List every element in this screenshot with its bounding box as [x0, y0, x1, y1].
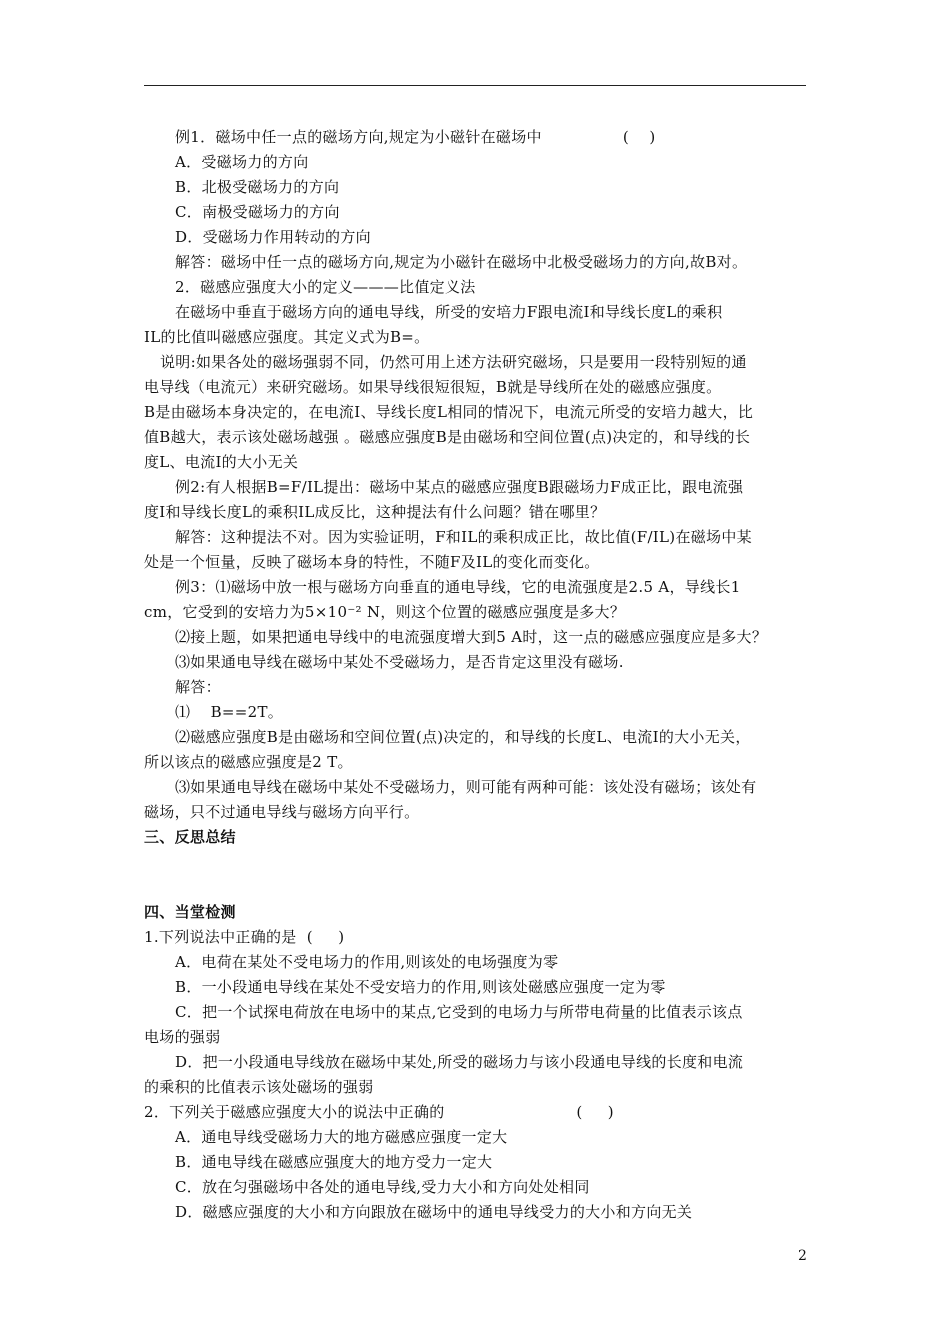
example-2-question: 例2:有人根据B=F/IL提出：磁场中某点的磁感应强度B跟磁场力F成正比，跟电流强 — [175, 478, 744, 496]
q2-option-b: B．通电导线在磁感应强度大的地方受力一定大 — [175, 1153, 493, 1171]
option-d: D．受磁场力作用转动的方向 — [175, 228, 371, 246]
q1-option-d: 的乘积的比值表示该处磁场的强弱 — [144, 1078, 374, 1096]
page-number: 2 — [798, 1248, 807, 1264]
q1-option-d: D．把一小段通电导线放在磁场中某处,所受的磁场力与该小段通电导线的长度和电流 — [175, 1053, 744, 1071]
example-3-answer-label: 解答： — [175, 678, 221, 696]
section-heading: 2．磁感应强度大小的定义———比值定义法 — [175, 278, 476, 296]
question-1: 1.下列说法中正确的是 ( ) — [144, 928, 345, 946]
question-2: 2．下列关于磁感应强度大小的说法中正确的 ( ) — [144, 1103, 614, 1121]
example-1-question: 例1．磁场中任一点的磁场方向,规定为小磁针在磁场中 ( ) — [175, 128, 656, 146]
q1-option-a: A．电荷在某处不受电场力的作用,则该处的电场强度为零 — [175, 953, 559, 971]
paragraph-line: 度L、电流I的大小无关 — [144, 453, 299, 471]
option-a: A．受磁场力的方向 — [175, 153, 309, 171]
q1-option-c: 电场的强弱 — [144, 1028, 221, 1046]
option-b: B．北极受磁场力的方向 — [175, 178, 340, 196]
example-2-answer: 处是一个恒量，反映了磁场本身的特性，不随F及IL的变化而变化。 — [144, 553, 600, 571]
option-c: C．南极受磁场力的方向 — [175, 203, 340, 221]
paragraph-line: 电导线（电流元）来研究磁场。如果导线很短很短，B就是导线所在处的磁感应强度。 — [144, 378, 722, 396]
q1-option-b: B．一小段通电导线在某处不受安培力的作用,则该处磁感应强度一定为零 — [175, 978, 666, 996]
paragraph-line: B是由磁场本身决定的，在电流I、导线长度L相同的情况下，电流元所受的安培力越大，比 — [144, 403, 754, 421]
example-3-answer: ⑴ B==2T。 — [175, 703, 284, 721]
example-3-question: cm，它受到的安培力为5×10⁻² N，则这个位置的磁感应强度是多大？ — [144, 603, 626, 621]
example-3-question: ⑵接上题，如果把通电导线中的电流强度增大到5 A时，这一点的磁感应强度应是多大？ — [175, 628, 768, 646]
paragraph-line: 在磁场中垂直于磁场方向的通电导线，所受的安培力F跟电流I和导线长度L的乘积 — [175, 303, 723, 321]
section-4-title: 四、当堂检测 — [144, 903, 236, 921]
paragraph-line: 值B越大，表示该处磁场越强 。磁感应强度B是由磁场和空间位置(点)决定的，和导线的长 — [144, 428, 751, 446]
example-3-question: ⑶如果通电导线在磁场中某处不受磁场力，是否肯定这里没有磁场. — [175, 653, 624, 671]
section-3-title: 三、反思总结 — [144, 828, 236, 846]
example-3-answer: ⑶如果通电导线在磁场中某处不受磁场力，则可能有两种可能：该处没有磁场；该处有 — [175, 778, 757, 796]
q2-option-d: D．磁感应强度的大小和方向跟放在磁场中的通电导线受力的大小和方向无关 — [175, 1203, 693, 1221]
example-1-answer: 解答：磁场中任一点的磁场方向,规定为小磁针在磁场中北极受磁场力的方向,故B对。 — [175, 253, 748, 271]
example-3-answer: ⑵磁感应强度B是由磁场和空间位置(点)决定的，和导线的长度L、电流I的大小无关， — [175, 728, 751, 746]
example-3-answer: 磁场，只不过通电导线与磁场方向平行。 — [144, 803, 420, 821]
q2-option-a: A．通电导线受磁场力大的地方磁感应强度一定大 — [175, 1128, 508, 1146]
paragraph-line: IL的比值叫磁感应强度。其定义式为B=。 — [144, 328, 430, 346]
q1-option-c: C．把一个试探电荷放在电场中的某点,它受到的电场力与所带电荷量的比值表示该点 — [175, 1003, 743, 1021]
example-3-answer: 所以该点的磁感应强度是2 T。 — [144, 753, 353, 771]
example-2-answer: 解答：这种提法不对。因为实验证明，F和IL的乘积成正比，故比值(F/IL)在磁场中某 — [175, 528, 752, 546]
example-2-question: 度I和导线长度L的乘积IL成反比，这种提法有什么问题？错在哪里？ — [144, 503, 606, 521]
q2-option-c: C．放在匀强磁场中各处的通电导线,受力大小和方向处处相同 — [175, 1178, 590, 1196]
paragraph-line: 说明:如果各处的磁场强弱不同，仍然可用上述方法研究磁场，只是要用一段特别短的通 — [160, 353, 747, 371]
example-3-question: 例3：⑴磁场中放一根与磁场方向垂直的通电导线，它的电流强度是2.5 A，导线长1 — [175, 578, 741, 596]
header-rule — [144, 85, 806, 86]
